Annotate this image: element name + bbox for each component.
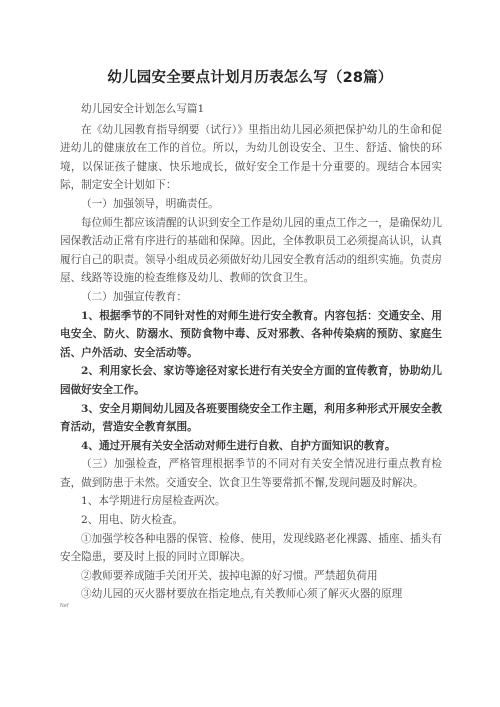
paragraph: （一）加强领导，明确责任。 (81, 197, 219, 210)
paragraph: 4、通过开展有关安全活动对师生进行自救、自护方面知识的教育。 (81, 439, 396, 452)
document-body (60, 100, 442, 604)
paragraph: 1、根据季节的不同针对性的对师生进行安全教育。内容包括：交通安全、用电安全、防火、防溺水、预防食物中毒、反对邪教、各种传染病的预防、家庭生活、户外活动、安全活动等。 (60, 309, 442, 359)
paragraph: ③幼儿园的灭火器材要放在指定地点,有关教师心须了解灭火器的原理 (81, 588, 403, 601)
paragraph: 2、用电、防火检查。 (81, 514, 184, 527)
paragraph: 2、利用家长会、家访等途径对家长进行有关安全方面的宣传教育，协助幼儿园做好安全工作。 (60, 365, 442, 396)
paragraph: 1、本学期进行房屋检查两次。 (81, 495, 226, 508)
paragraph: 每位师生都应该清醒的认识到安全工作是幼儿园的重点工作之一，是确保幼儿园保教活动正常有序进行的基础和保障。因此，全体教职员工必须提高认识，认真履行自己的职责。领导小组成员必须做好幼儿园安全教育活动的组织实施。负责房屋、线路等设施的检查维修及幼儿、教师的饮食卫生。 (60, 216, 442, 285)
paragraph: （二）加强宣传教育： (81, 290, 187, 303)
paragraph: 在《幼儿园教育指导纲要（试行）》里指出幼儿园必须把保护幼儿的生命和促进幼儿的健康放在工作的首位。所以，为幼儿创设安全、卫生、舒适、愉快的环境，以保证孩子健康、快乐地成长，做好安全工作是十分重要的。现结合本园实际，制定安全计划如下： (60, 123, 442, 192)
paragraph: 3、安全月期间幼儿园及各班要围绕安全工作主题，利用多种形式开展安全教育活动，营造安全教育氛围。 (60, 402, 442, 434)
paragraph-list (60, 121, 442, 604)
paragraph: ①加强学校各种电器的保管、检修、使用，发现线路老化裸露、插座、插头有安全隐患，要及时上报的同时立即解决。 (60, 532, 442, 564)
paragraph: ②教师要养成随手关闭开关、拔掉电源的好习惯。严禁超负荷用 (81, 569, 378, 582)
document-title: 幼儿园安全要点计划月历表怎么写（28篇） (107, 70, 393, 86)
paragraph: （三）加强检查，严格管理根据季节的不同对有关安全情况进行重点教育检查，做到防患于未然。交通安全、饮食卫生等要常抓不懈,发现问题及时解决。 (60, 458, 442, 489)
section-subtitle: 幼儿园安全计划怎么写篇1 (81, 103, 205, 115)
margin-marker: Nef (60, 603, 69, 609)
